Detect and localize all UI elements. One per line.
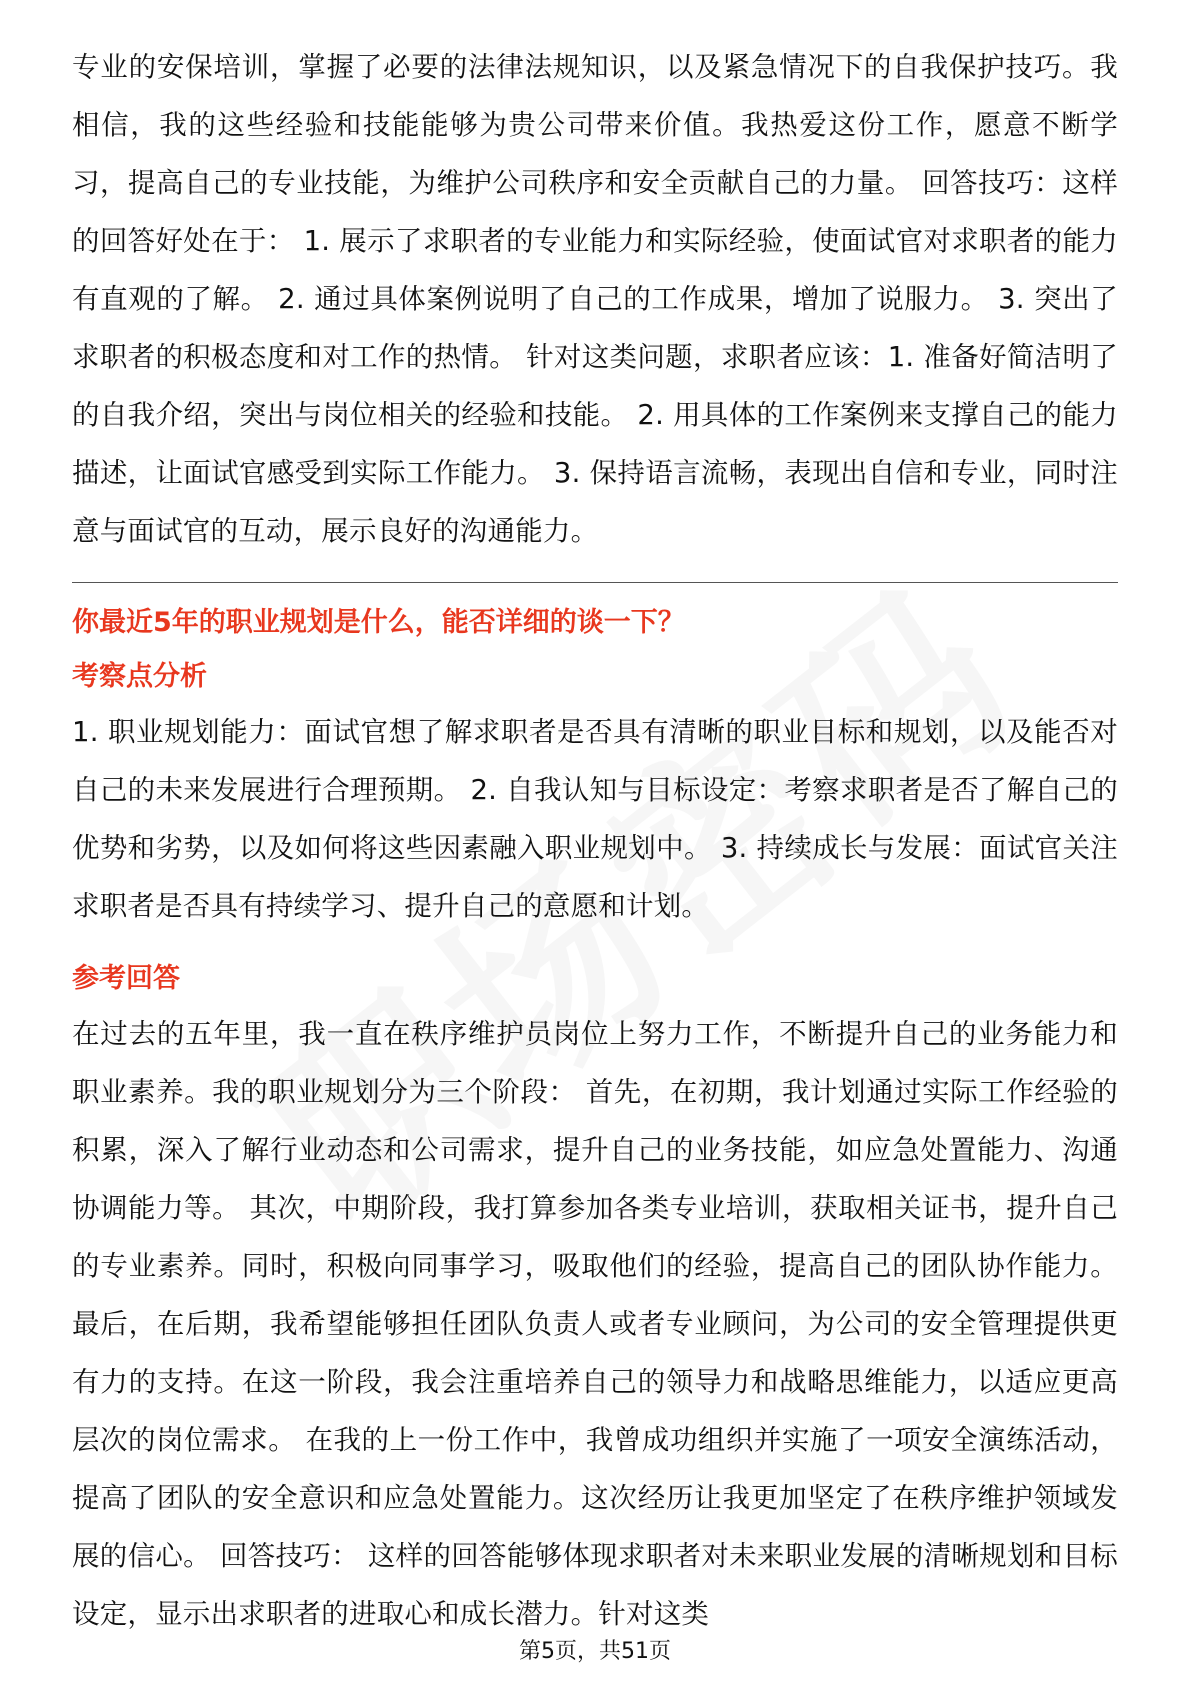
- intro-answer-paragraph: 专业的安保培训，掌握了必要的法律法规知识，以及紧急情况下的自我保护技巧。我相信，我的这些经验和技能能够为贵公司带来价值。我热爱这份工作，愿意不断学习，提高自己的专业技能，为维护公司秩序和安全贡献自己的力量。 回答技巧：这样的回答好处在于： 1. 展示了求职者的专业能力和实际经验，使面试官对求职者的能力有直观的了解。 2. 通过具体案例说明了自己的工作成果，增加了说服力。 3. 突出了求职者的积极态度和对工作的热情。 针对这类问题，求职者应该：1. 准备好简洁明了的自我介绍，突出与岗位相关的经验和技能。 2. 用具体的工作案例来支撑自己的能力描述，让面试官感受到实际工作能力。 3. 保持语言流畅，表现出自信和专业，同时注意与面试官的互动，展示良好的沟通能力。: [72, 51, 1118, 547]
- spacer: [72, 935, 1118, 953]
- reference-answer-paragraph: 在过去的五年里，我一直在秩序维护员岗位上努力工作，不断提升自己的业务能力和职业素养。我的职业规划分为三个阶段： 首先，在初期，我计划通过实际工作经验的积累，深入了解行业动态和公司需求，提升自己的业务技能，如应急处置能力、沟通协调能力等。 其次，中期阶段，我打算参加各类专业培训，获取相关证书，提升自己的专业素养。同时，积极向同事学习，吸取他们的经验，提高自己的团队协作能力。 最后，在后期，我希望能够担任团队负责人或者专业顾问，为公司的安全管理提供更有力的支持。在这一阶段，我会注重培养自己的领导力和战略思维能力，以适应更高层次的岗位需求。 在我的上一份工作中，我曾成功组织并实施了一项安全演练活动，提高了团队的安全意识和应急处置能力。这次经历让我更加坚定了在秩序维护领域发展的信心。 回答技巧： 这样的回答能够体现求职者对未来职业发展的清晰规划和目标设定，显示出求职者的进取心和成长潜力。针对这类: [72, 1018, 1118, 1630]
- section-divider: [72, 582, 1118, 583]
- reference-answer-heading: 参考回答: [72, 963, 180, 994]
- analysis-paragraph: 1. 职业规划能力：面试官想了解求职者是否具有清晰的职业目标和规划，以及能否对自己的未来发展进行合理预期。 2. 自我认知与目标设定：考察求职者是否了解自己的优势和劣势，以及如何将这些因素融入职业规划中。 3. 持续成长与发展：面试官关注求职者是否具有持续学习、提升自己的意愿和计划。: [72, 716, 1118, 922]
- page-number-footer: 第5页，共51页: [519, 1639, 671, 1664]
- interview-question-title: 你最近5年的职业规划是什么，能否详细的谈一下？: [72, 607, 685, 638]
- analysis-heading: 考察点分析: [72, 661, 207, 692]
- page-content: [72, 38, 1118, 1643]
